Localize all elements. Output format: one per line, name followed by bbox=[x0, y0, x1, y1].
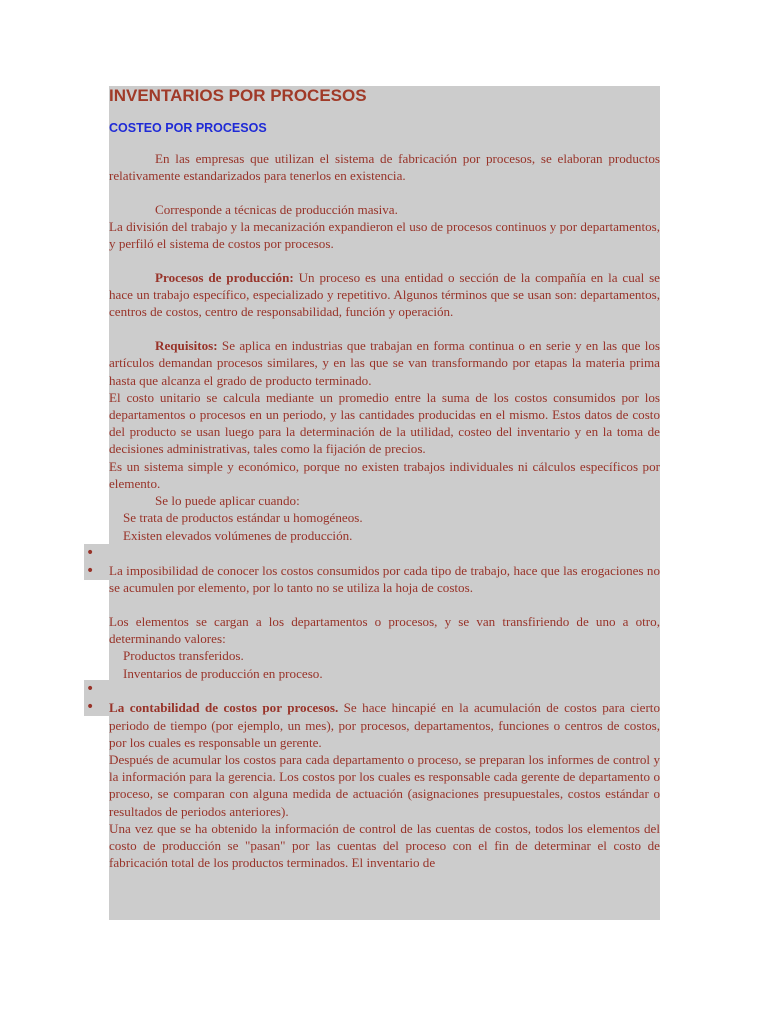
paragraph-cost-accounting bbox=[109, 699, 660, 751]
paragraph-division-of-labor: La división del trabajo y la mecanización expandieron el uso de procesos continuos y por departamentos, y perfiló el sistema de costos por procesos. bbox=[109, 219, 660, 252]
list-item bbox=[109, 647, 660, 665]
paragraph-after-accumulating: Después de acumular los costos para cada departamento o proceso, se preparan los informes de control y la información para la gerencia. Los costos por los cuales es responsable cada gerente de departamento o proceso, se comparan con alguna medida de actuación (asignaciones presupuestales, costos estándar o resultados de periodos anteriores). bbox=[109, 752, 660, 819]
paragraph-mass-production: Corresponde a técnicas de producción masiva. bbox=[155, 201, 398, 217]
paragraph-intro: En las empresas que utilizan el sistema de fabricación por procesos, se elaboran productos relativamente estandarizados para tenerlos en existencia. bbox=[109, 151, 660, 184]
list-item-text: Existen elevados volúmenes de producción. bbox=[123, 528, 353, 544]
list-item-text: Se trata de productos estándar u homogéneos. bbox=[123, 510, 363, 526]
paragraph-production-processes bbox=[109, 269, 660, 321]
list-item bbox=[109, 527, 660, 545]
list-item bbox=[109, 509, 660, 527]
paragraph-elements-loaded: Los elementos se cargan a los departamentos o procesos, y se van transfiriendo de uno a otro, determinando valores: bbox=[109, 613, 660, 646]
paragraph-requirements bbox=[109, 337, 660, 389]
term-production-processes: Procesos de producción: bbox=[155, 270, 294, 286]
bullet-icon: • bbox=[84, 698, 109, 716]
paragraph-apply-when: Se lo puede aplicar cuando: bbox=[155, 492, 300, 508]
term-cost-accounting: La contabilidad de costos por procesos. bbox=[109, 700, 339, 716]
paragraph-requirements-text: Se aplica en industrias que trabajan en forma continua o en serie y en las que los artículos demandan procesos similares, y en las que se van transformando por etapas la materia prima hasta que alcanza el grado de producto terminado. bbox=[109, 338, 660, 388]
paragraph-impossibility: La imposibilidad de conocer los costos consumidos por cada tipo de trabajo, hace que las erogaciones no se acumulen por elemento, por lo tanto no se utiliza la hoja de costos. bbox=[109, 562, 660, 595]
term-requirements: Requisitos: bbox=[155, 338, 218, 354]
list-item-text: Inventarios de producción en proceso. bbox=[123, 665, 323, 681]
section-heading: COSTEO POR PROCESOS bbox=[109, 121, 267, 135]
paragraph-control-information: Una vez que se ha obtenido la información de control de las cuentas de costos, todos los elementos del costo de producción se "pasan" por las cuentas del proceso con el fin de determinar el costo de fabricación total de los productos terminados. El inventario de bbox=[109, 820, 660, 871]
list-item-text: Productos transferidos. bbox=[123, 647, 244, 663]
list-item bbox=[109, 665, 660, 683]
bullet-icon: • bbox=[84, 544, 109, 562]
document-body bbox=[109, 86, 660, 920]
bullet-icon: • bbox=[84, 680, 109, 698]
paragraph-production-processes-text: Un proceso es una entidad o sección de la compañía en la cual se hace un trabajo específico, especializado y repetitivo. Algunos términos que se usan son: departamentos, centros de costos, centro de responsabilidad, función y operación. bbox=[109, 270, 660, 320]
document-title: INVENTARIOS POR PROCESOS bbox=[109, 86, 367, 105]
paragraph-cost-accounting-text: Se hace hincapié en la acumulación de costos para cierto periodo de tiempo (por ejemplo, un mes), por procesos, departamentos, funciones o centros de costos, por los cuales es responsable un gerente. bbox=[109, 700, 660, 750]
paragraph-unit-cost: El costo unitario se calcula mediante un promedio entre la suma de los costos consumidos por los departamentos o procesos en un periodo, y las cantidades producidas en el mismo. Estos datos de costo del producto se usan luego para la determinación de la utilidad, costeo del inventario y en la toma de decisiones administrativas, tales como la fijación de precios. bbox=[109, 389, 660, 457]
bullet-icon: • bbox=[84, 562, 109, 580]
paragraph-simple-system: Es un sistema simple y económico, porque no existen trabajos individuales ni cálculos específicos por elemento. bbox=[109, 458, 660, 491]
